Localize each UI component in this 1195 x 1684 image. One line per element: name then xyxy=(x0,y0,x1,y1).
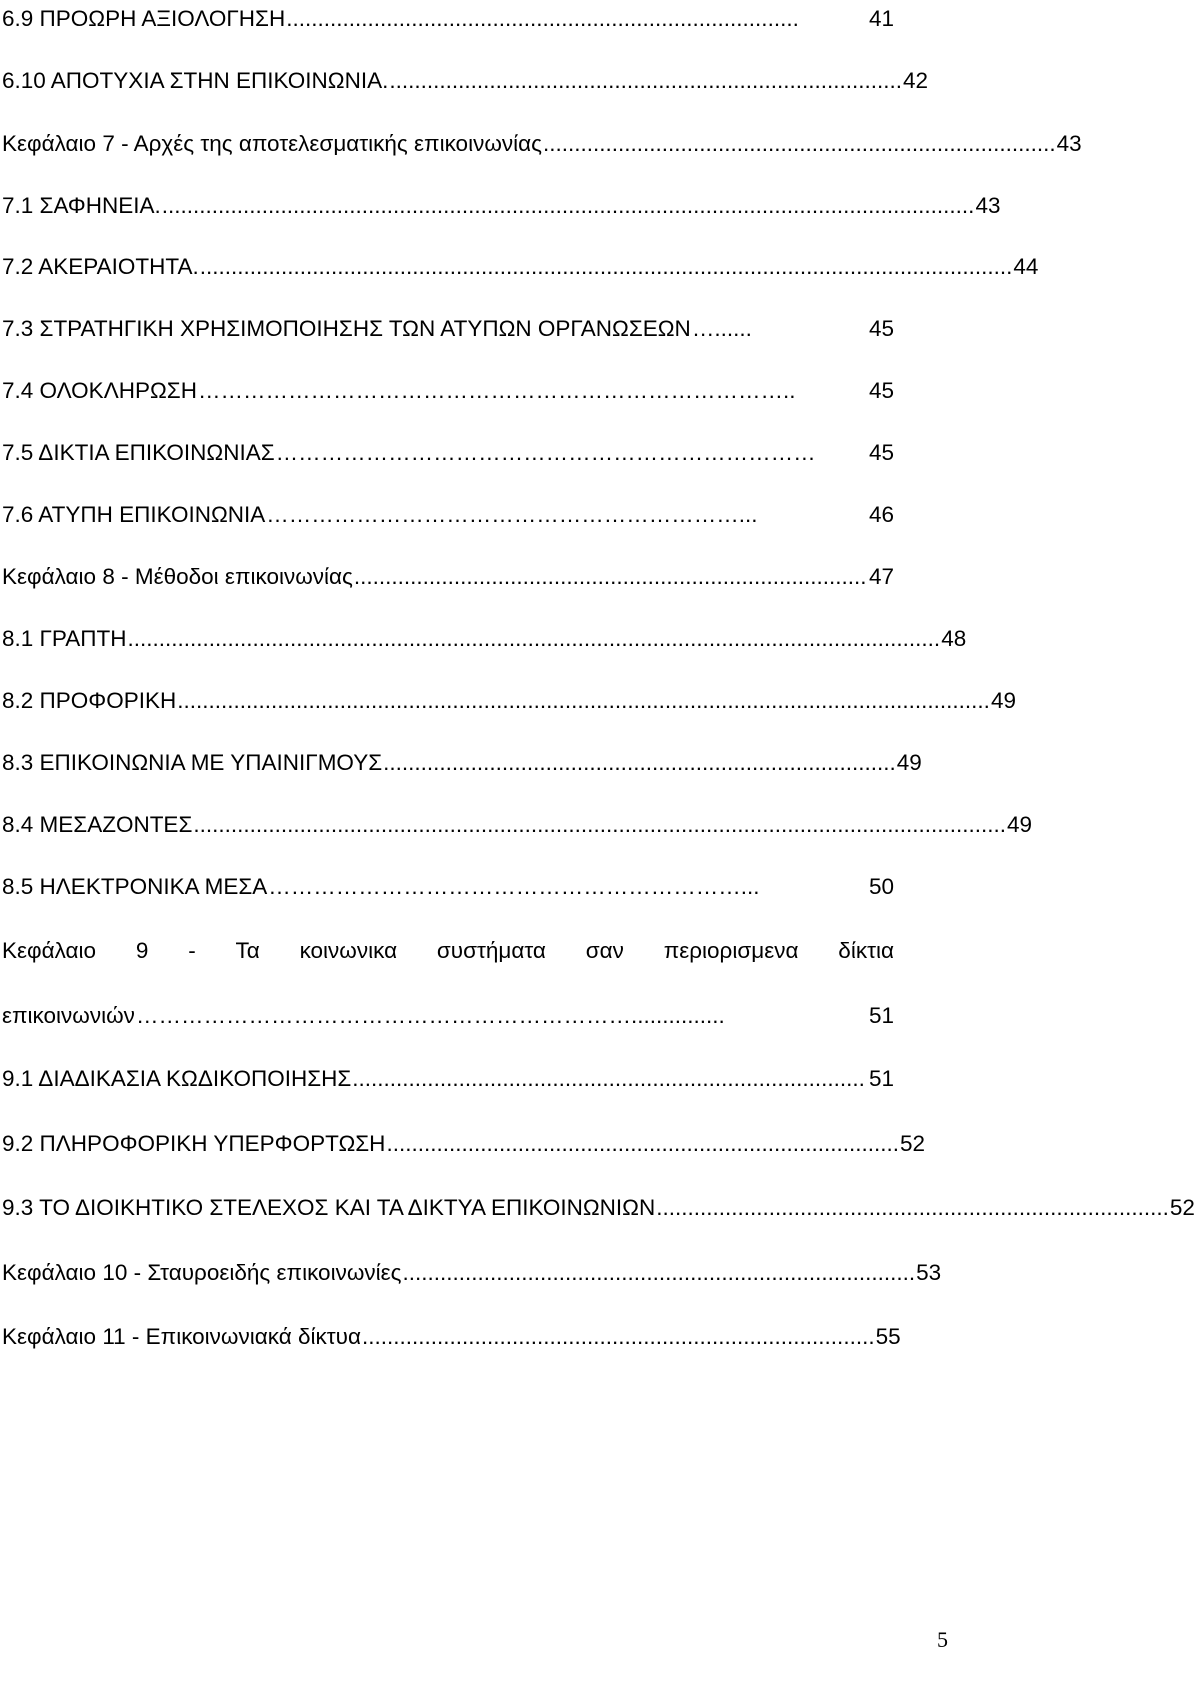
toc-page-number: 49 xyxy=(1007,812,1033,837)
toc-page-number: 42 xyxy=(903,68,929,93)
toc-leader: .................................................................................. xyxy=(383,750,896,775)
toc-chapter9-line1[interactable] xyxy=(2,933,894,969)
toc-leader: .................................................................................. xyxy=(286,6,799,31)
toc-word: Κεφάλαιο xyxy=(2,938,97,963)
toc-page-number: 43 xyxy=(975,193,1001,218)
toc-entry-label: Κεφάλαιο 8 - Μέθοδοι επικοινωνίας xyxy=(2,564,353,589)
toc-leader: .................................................................................. xyxy=(386,1131,900,1156)
toc-page-number: 48 xyxy=(941,626,967,651)
toc-page-number: 41 xyxy=(868,6,894,31)
toc-leader: .................................................................................................................................. xyxy=(161,193,975,218)
toc-entry[interactable] xyxy=(2,1319,901,1355)
toc-entry[interactable] xyxy=(2,1,894,37)
toc-entry-label: 8.2 ΠΡΟΦΟΡΙΚΗ xyxy=(2,688,177,713)
toc-page-number: 52 xyxy=(900,1131,926,1156)
toc-word: δίκτια xyxy=(838,938,894,963)
toc-leader: .................................................................................................................................. xyxy=(177,688,990,713)
toc-page-number: 43 xyxy=(1056,131,1082,156)
toc-page-number: 53 xyxy=(916,1260,942,1285)
toc-entry[interactable] xyxy=(2,249,1039,285)
toc-word: - xyxy=(188,938,196,963)
toc-entry-label: 6.9 ΠΡΟΩΡΗ ΑΞΙΟΛΟΓΗΣΗ xyxy=(2,6,286,31)
toc-word: συστήματα xyxy=(436,938,546,963)
toc-page-number: 45 xyxy=(868,378,894,403)
toc-page-number: 49 xyxy=(990,688,1016,713)
toc-entry[interactable] xyxy=(2,1255,942,1291)
toc-leader: .................................................................................................................................. xyxy=(127,626,941,651)
toc-entry[interactable] xyxy=(2,807,1033,843)
toc-entry[interactable] xyxy=(2,621,967,657)
toc-entry-label: 8.1 ΓΡΑΠΤΗ xyxy=(2,626,127,651)
toc-entry[interactable] xyxy=(2,683,1016,719)
toc-page-number: 45 xyxy=(868,316,894,341)
toc-entry-label: 8.5 ΗΛΕΚΤΡΟΝΙΚΑ ΜΕΣΑ xyxy=(2,874,268,899)
toc-entry-label: 7.2 ΑΚΕΡΑΙΟΤΗΤΑ. xyxy=(2,254,199,279)
toc-page-number: 51 xyxy=(868,1066,894,1091)
toc-leader: .................................................................................. xyxy=(656,1195,1169,1220)
toc-page-number: 47 xyxy=(868,564,894,589)
toc-page-number: 44 xyxy=(1013,254,1039,279)
toc-entry[interactable] xyxy=(2,497,894,533)
toc-leader: .................................................................................. xyxy=(361,1324,875,1349)
toc-word: περιορισμενα xyxy=(663,938,799,963)
toc-entry[interactable] xyxy=(2,63,929,99)
toc-entry[interactable] xyxy=(2,559,894,595)
toc-leader: ………………………………………………………... xyxy=(266,502,758,527)
toc-entry-label: 8.3 ΕΠΙΚΟΙΝΩΝΙΑ ΜΕ ΥΠΑΙΝΙΓΜΟΥΣ xyxy=(2,750,383,775)
toc-leader: .................................................................................. xyxy=(389,68,902,93)
toc-leader: …………………………………………………………………….. xyxy=(197,378,796,403)
toc-leader: .................................................................................. xyxy=(352,1066,865,1091)
toc-entry[interactable] xyxy=(2,435,894,471)
toc-entry-label: 7.5 ΔΙΚΤΙΑ ΕΠΙΚΟΙΝΩΝΙΑΣ xyxy=(2,440,275,465)
toc-word: 9 xyxy=(135,938,149,963)
toc-entry[interactable] xyxy=(2,311,894,347)
toc-leader: .................................................................................................................................. xyxy=(193,812,1007,837)
toc-entry-label: 7.6 ΑΤΥΠΗ ΕΠΙΚΟΙΝΩΝΙΑ xyxy=(2,502,266,527)
toc-leader: .................................................................................. xyxy=(353,564,867,589)
toc-word: κοινωνικα xyxy=(299,938,398,963)
toc-entry-label: επικοινωνιών xyxy=(2,1003,135,1028)
toc-entry-label: Κεφάλαιο 11 - Επικοινωνιακά δίκτυα xyxy=(2,1324,361,1349)
toc-entry-label: 7.3 ΣΤΡΑΤΗΓΙΚΗ ΧΡΗΣΙΜΟΠΟΙΗΣΗΣ ΤΩΝ ΑΤΥΠΩΝ ΟΡΓΑΝΩΣΕΩΝ xyxy=(2,316,691,341)
toc-entry[interactable] xyxy=(2,1126,926,1162)
toc-entry-label: 9.3 ΤΟ ΔΙΟΙΚΗΤΙΚΟ ΣΤΕΛΕΧΟΣ ΚΑΙ ΤΑ ΔΙΚΤΥΑ ΕΠΙΚΟΙΝΩΝΙΩΝ xyxy=(2,1195,656,1220)
toc-page-number: 50 xyxy=(868,874,894,899)
toc-entry-label: Κεφάλαιο 7 - Αρχές της αποτελεσματικής επικοινωνίας xyxy=(2,131,542,156)
toc-leader: …...... xyxy=(691,316,752,341)
toc-page-number: 55 xyxy=(875,1324,901,1349)
toc-page-number: 46 xyxy=(868,502,894,527)
toc-entry[interactable] xyxy=(2,126,1082,162)
toc-leader: .................................................................................. xyxy=(402,1260,916,1285)
toc-leader: …………………………………………………………............... xyxy=(135,1003,725,1028)
toc-entry[interactable] xyxy=(2,188,1001,224)
toc-entry[interactable] xyxy=(2,869,894,905)
toc-word: σαν xyxy=(585,938,624,963)
toc-page-number: 51 xyxy=(868,1003,894,1028)
page-number: 5 xyxy=(937,1627,948,1652)
toc-leader: .................................................................................................................................. xyxy=(199,254,1013,279)
toc-entry-label: 7.1 ΣΑΦΗΝΕΙΑ. xyxy=(2,193,161,218)
toc-entry-label: 6.10 ΑΠΟΤΥΧΙΑ ΣΤΗΝ ΕΠΙΚΟΙΝΩΝΙΑ. xyxy=(2,68,389,93)
toc-entry[interactable] xyxy=(2,1190,1195,1226)
toc-entry[interactable] xyxy=(2,1061,894,1097)
toc-entry-label: 7.4 ΟΛΟΚΛΗΡΩΣΗ xyxy=(2,378,197,403)
toc-page-number: 49 xyxy=(896,750,922,775)
toc-entry-label: 9.2 ΠΛΗΡΟΦΟΡΙΚΗ ΥΠΕΡΦΟΡΤΩΣΗ xyxy=(2,1131,386,1156)
toc-entry[interactable] xyxy=(2,373,894,409)
toc-entry-label: Κεφάλαιο 10 - Σταυροειδής επικοινωνίες xyxy=(2,1260,402,1285)
toc-entry-label: 8.4 ΜΕΣΑΖΟΝΤΕΣ xyxy=(2,812,193,837)
toc-page-number: 45 xyxy=(868,440,894,465)
toc-page-number: 52 xyxy=(1169,1195,1195,1220)
toc-leader: ……………………………………………………………… xyxy=(275,440,816,465)
toc-leader: .................................................................................. xyxy=(543,131,1056,156)
toc-chapter9-line2[interactable] xyxy=(2,998,894,1034)
toc-word: Τα xyxy=(235,938,260,963)
toc-entry[interactable] xyxy=(2,745,922,781)
toc-leader: ………………………………………………………... xyxy=(268,874,760,899)
toc-entry-label: 9.1 ΔΙΑΔΙΚΑΣΙΑ ΚΩΔΙΚΟΠΟΙΗΣΗΣ xyxy=(2,1066,352,1091)
